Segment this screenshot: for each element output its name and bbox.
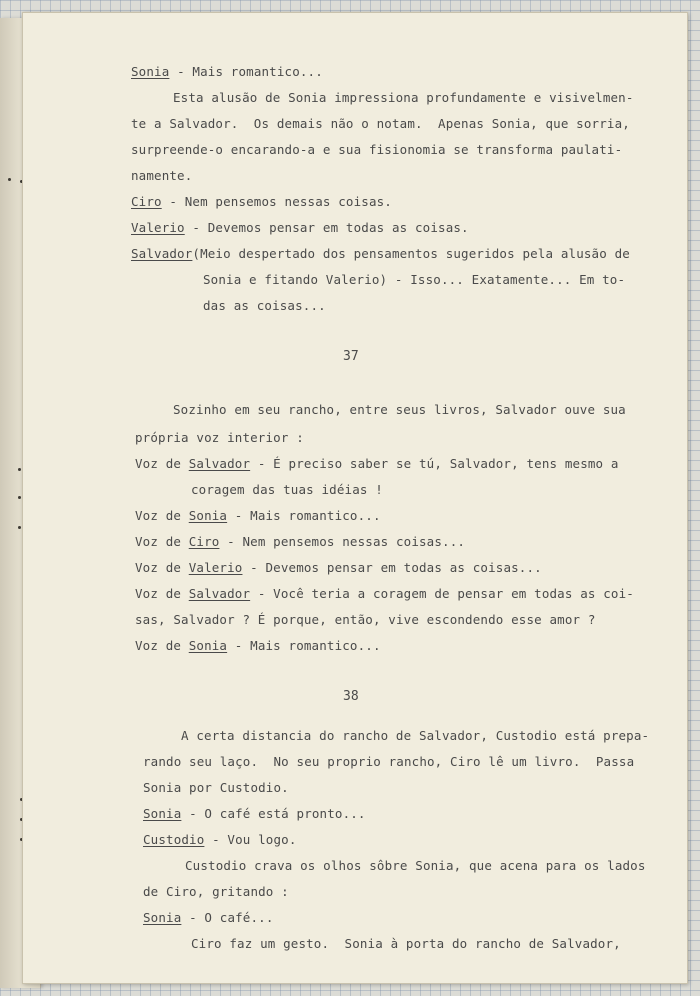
dialogue-line: Sonia - Mais romantico... xyxy=(131,64,323,79)
dialogue-line: Voz de Sonia - Mais romantico... xyxy=(135,508,381,523)
dialogue-continuation: sas, Salvador ? É porque, então, vive escondendo esse amor ? xyxy=(135,612,596,627)
dialogue-line: Custodio - Vou logo. xyxy=(143,832,297,847)
dialogue-continuation: Sonia e fitando Valerio) - Isso... Exatamente... Em to- xyxy=(203,272,626,287)
paragraph-line: surpreende-o encarando-a e sua fisionomia se transforma paulati- xyxy=(131,142,623,157)
speaker-name: Ciro xyxy=(131,194,162,209)
speaker-name: Sonia xyxy=(188,638,228,653)
dialogue-line: Voz de Salvador - É preciso saber se tú, Salvador, tens mesmo a xyxy=(135,456,619,471)
dialogue-line: Salvador(Meio despertado dos pensamentos sugeridos pela alusão de xyxy=(131,246,630,261)
speaker-name: Salvador xyxy=(188,586,251,601)
dialogue-continuation: coragem das tuas idéias ! xyxy=(191,482,383,497)
speaker-name: Salvador xyxy=(188,456,251,471)
paragraph-line: rando seu laço. No seu proprio rancho, Ciro lê um livro. Passa xyxy=(143,754,635,769)
typewritten-page xyxy=(22,12,688,984)
dialogue-continuation: das as coisas... xyxy=(203,298,326,313)
scene-number: 37 xyxy=(343,349,359,364)
speaker-name: Ciro xyxy=(188,534,220,549)
speaker-name: Sonia xyxy=(143,910,182,925)
paragraph-line: A certa distancia do rancho de Salvador, Custodio está prepa- xyxy=(181,728,650,743)
speaker-name: Custodio xyxy=(143,832,205,847)
paragraph-line: te a Salvador. Os demais não o notam. Apenas Sonia, que sorria, xyxy=(131,116,630,131)
punch-hole xyxy=(8,178,11,181)
dialogue-line: Voz de Salvador - Você teria a coragem de pensar em todas as coi- xyxy=(135,586,634,601)
punch-hole xyxy=(18,468,21,471)
paragraph-line: de Ciro, gritando : xyxy=(143,884,289,899)
punch-hole xyxy=(18,526,21,529)
punch-hole xyxy=(18,496,21,499)
paragraph-line: Ciro faz um gesto. Sonia à porta do rancho de Salvador, xyxy=(191,936,621,951)
paragraph-line: própria voz interior : xyxy=(135,430,304,445)
speaker-name: Salvador xyxy=(131,246,193,261)
speaker-name: Sonia xyxy=(131,64,170,79)
paragraph-line: Custodio crava os olhos sôbre Sonia, que acena para os lados xyxy=(185,858,646,873)
dialogue-line: Voz de Sonia - Mais romantico... xyxy=(135,638,381,653)
speaker-name: Valerio xyxy=(188,560,243,575)
speaker-name: Sonia xyxy=(188,508,228,523)
paragraph-line: namente. xyxy=(131,168,193,183)
speaker-name: Sonia xyxy=(143,806,182,821)
speaker-name: Valerio xyxy=(131,220,185,235)
dialogue-line: Sonia - O café... xyxy=(143,910,274,925)
dialogue-line: Voz de Ciro - Nem pensemos nessas coisas... xyxy=(135,534,466,549)
paragraph-line: Sozinho em seu rancho, entre seus livros, Salvador ouve sua xyxy=(173,402,626,417)
paragraph-line: Esta alusão de Sonia impressiona profundamente e visivelmen- xyxy=(173,90,634,105)
scene-number: 38 xyxy=(343,689,359,704)
dialogue-line: Sonia - O café está pronto... xyxy=(143,806,366,821)
dialogue-line: Ciro - Nem pensemos nessas coisas. xyxy=(131,194,392,209)
paragraph-line: Sonia por Custodio. xyxy=(143,780,289,795)
dialogue-line: Voz de Valerio - Devemos pensar em todas as coisas... xyxy=(135,560,542,575)
dialogue-line: Valerio - Devemos pensar em todas as coisas. xyxy=(131,220,469,235)
